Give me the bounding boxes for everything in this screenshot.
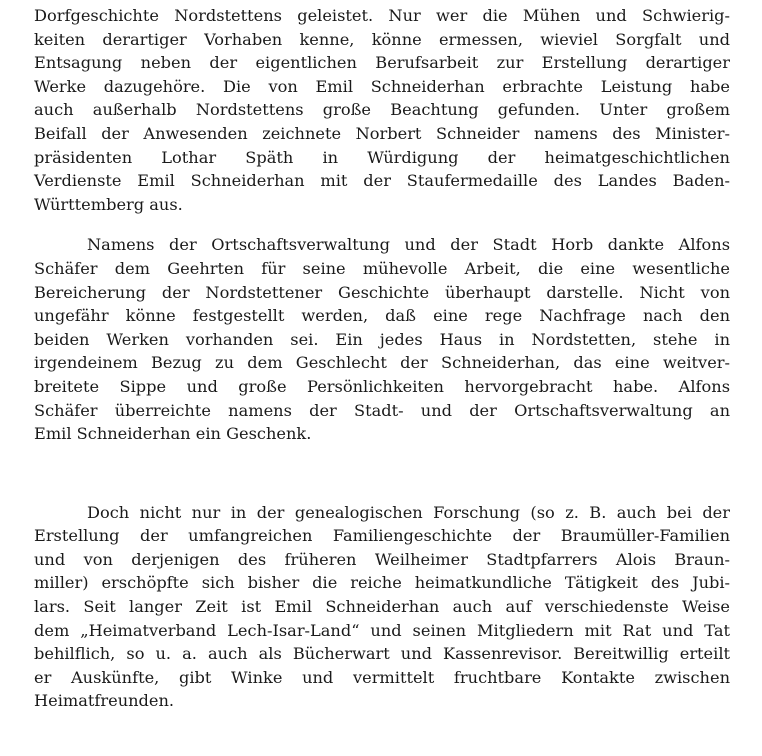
text-line: ungefähr könne festgestellt werden, daß eine rege Nachfrage nach den — [34, 306, 730, 326]
text-line: miller) erschöpfte sich bisher die reiche heimatkundliche Tätigkeit des Jubi- — [34, 573, 730, 593]
text-line: Heimatfreunden. — [34, 691, 175, 711]
text-line: Verdienste Emil Schneiderhan mit der Staufermedaille des Landes Baden- — [34, 171, 730, 191]
paragraph-1 — [34, 4, 730, 216]
text-line: dem „Heimatverband Lech-Isar-Land“ und seinen Mitgliedern mit Rat und Tat — [34, 620, 730, 640]
text-line: und von derjenigen des früheren Weilheimer Stadtpfarrers Alois Braun- — [34, 549, 730, 569]
text-line: präsidenten Lothar Späth in Würdigung der heimatgeschichtlichen — [34, 147, 730, 167]
text-line: Beifall der Anwesenden zeichnete Norbert Schneider namens des Minister- — [34, 123, 730, 143]
text-line: Erstellung der umfangreichen Familiengeschichte der Braumüller-Familien — [34, 526, 730, 546]
text-line: Doch nicht nur in der genealogischen Forschung (so z. B. auch bei der — [87, 502, 730, 522]
text-line: irgendeinem Bezug zu dem Geschlecht der Schneiderhan, das eine weitver- — [34, 353, 730, 373]
text-line: breitete Sippe und große Persönlichkeiten hervorgebracht habe. Alfons — [34, 376, 730, 396]
text-line: Schäfer dem Geehrten für seine mühevolle Arbeit, die eine wesentliche — [34, 258, 730, 278]
text-line: beiden Werken vorhanden sei. Ein jedes Haus in Nordstetten, stehe in — [34, 329, 730, 349]
document-page — [34, 4, 730, 713]
text-line: behilflich, so u. a. auch als Bücherwart und Kassenrevisor. Bereitwillig erteilt — [34, 644, 730, 664]
text-line: Werke dazugehöre. Die von Emil Schneiderhan erbrachte Leistung habe — [34, 76, 730, 96]
text-line: Dorfgeschichte Nordstettens geleistet. Nur wer die Mühen und Schwierig- — [34, 6, 730, 25]
text-line: keiten derartiger Vorhaben kenne, könne ermessen, wieviel Sorgfalt und — [34, 29, 730, 49]
text-line: Namens der Ortschaftsverwaltung und der Stadt Horb dankte Alfons — [87, 235, 730, 255]
text-line: auch außerhalb Nordstettens große Beachtung gefunden. Unter großem — [34, 100, 730, 120]
text-line: Entsagung neben der eigentlichen Berufsarbeit zur Erstellung derartiger — [34, 53, 730, 73]
text-line: Württemberg aus. — [34, 194, 183, 214]
paragraph-3 — [34, 501, 730, 713]
text-line: lars. Seit langer Zeit ist Emil Schneiderhan auch auf verschiedenste Weise — [34, 597, 730, 617]
text-line: Bereicherung der Nordstettener Geschichte überhaupt darstelle. Nicht von — [34, 282, 730, 302]
text-line: Schäfer überreichte namens der Stadt- und der Ortschaftsverwaltung an — [34, 400, 730, 420]
text-line: Emil Schneiderhan ein Geschenk. — [34, 424, 312, 444]
paragraph-2 — [34, 233, 730, 445]
text-line: er Auskünfte, gibt Winke und vermittelt fruchtbare Kontakte zwischen — [34, 667, 730, 687]
